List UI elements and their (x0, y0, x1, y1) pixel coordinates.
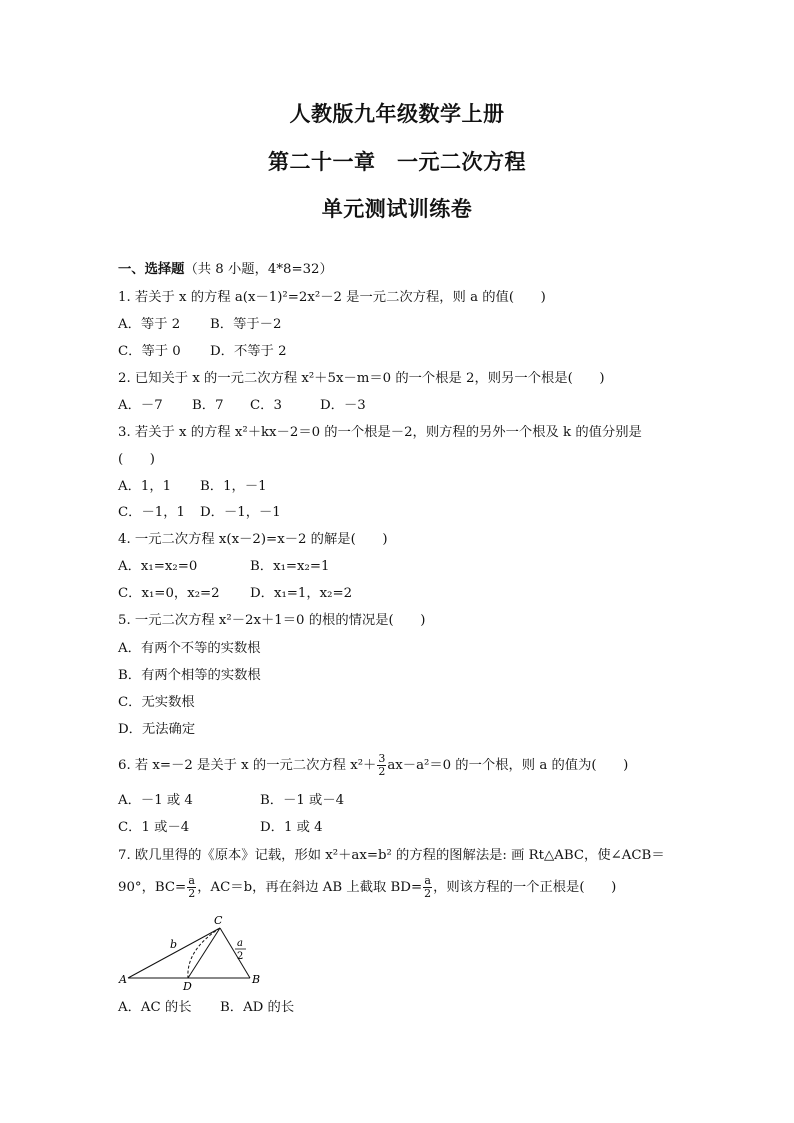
label-frac-a: a (237, 938, 243, 949)
q7-options-ab (118, 1000, 294, 1016)
label-a-point: A (119, 973, 127, 986)
q6-option-c: C．1 或－4 (118, 820, 190, 835)
q4-stem: 4. 一元二次方程 x(x－2)=x－2 的解是( ) (118, 532, 388, 547)
q6-option-d: D．1 或 4 (260, 820, 323, 835)
q7-fraction-bd (423, 875, 432, 900)
label-side-b: b (170, 938, 178, 951)
q3-stem-cont: ( ) (118, 452, 155, 467)
q2-options (118, 398, 366, 414)
q1-option-a: A．等于 2 (118, 317, 181, 332)
q7-frac-num-2: a (424, 874, 431, 887)
segment-cd (188, 928, 220, 978)
q7-frac-den-2: 2 (424, 887, 432, 900)
q5-option-a: A．有两个不等的实数根 (118, 641, 261, 656)
q7-line2-post: ，则该方程的一个正根是( ) (433, 880, 617, 895)
q3-options-cd (118, 505, 281, 521)
q6-option-b: B．－1 或－4 (260, 793, 345, 808)
q7-frac-num: a (188, 874, 195, 887)
q5-option-c: C．无实数根 (118, 695, 195, 710)
q7-fraction-bc (187, 875, 196, 900)
q1-option-b: B．等于－2 (210, 317, 282, 332)
q2-option-b: B．7 (192, 398, 224, 413)
q6-stem-post: ax－a²＝0 的一个根，则 a 的值为( ) (387, 758, 629, 773)
q6-stem (118, 752, 628, 780)
q2-option-d: D．－3 (320, 398, 366, 413)
q5-option-b: B．有两个相等的实数根 (118, 668, 261, 683)
q2-option-c: C．3 (250, 398, 282, 413)
label-c-point: C (214, 914, 223, 927)
q1-options-cd (118, 344, 287, 360)
q4-option-d: D．x₁=1，x₂=2 (250, 586, 353, 601)
q4-option-c: C．x₁=0，x₂=2 (118, 586, 220, 601)
q7-option-a: A．AC 的长 (118, 1000, 192, 1015)
q7-line2-pre: 90°，BC= (118, 880, 187, 895)
q5-option-d: D．无法确定 (118, 722, 196, 737)
q7-stem: 7. 欧几里得的《原本》记载，形如 x²＋ax=b² 的方程的图解法是: 画 Rt△ABC，使∠ACB＝ (118, 848, 665, 863)
label-d-point: D (183, 980, 192, 992)
q6-fraction (377, 753, 386, 778)
q6-options-cd (118, 820, 323, 836)
test-title: 单元测试训练卷 (321, 197, 473, 221)
q5-stem: 5. 一元二次方程 x²－2x＋1＝0 的根的情况是( ) (118, 613, 426, 628)
doc-title: 人教版九年级数学上册 (289, 102, 505, 126)
q2-stem: 2. 已知关于 x 的一元二次方程 x²＋5x－m＝0 的一个根是 2，则另一个根是( ) (118, 371, 605, 386)
q3-option-b: B．1，－1 (200, 479, 267, 494)
q7-stem-line2 (118, 872, 616, 904)
section-label: 一、选择题 (118, 262, 185, 277)
q1-option-c: C．等于 0 (118, 344, 181, 359)
label-b-point: B (252, 973, 261, 986)
q3-option-d: D．－1，－1 (200, 505, 281, 520)
label-frac-2: 2 (237, 951, 244, 962)
q3-options-ab (118, 479, 267, 495)
q1-stem: 1. 若关于 x 的方程 a(x－1)²=2x²－2 是一元二次方程，则 a 的值( ) (118, 290, 546, 305)
side-ac (128, 928, 220, 978)
q4-option-a: A．x₁=x₂=0 (118, 559, 198, 574)
triangle-figure (118, 912, 278, 992)
q6-options-ab (118, 793, 344, 809)
q6-frac-num: 3 (378, 752, 386, 765)
q6-stem-pre: 6. 若 x=－2 是关于 x 的一元二次方程 x²＋ (118, 758, 377, 773)
q7-option-b: B．AD 的长 (220, 1000, 295, 1015)
q4-options-ab (118, 559, 329, 575)
q1-options-ab (118, 317, 281, 333)
q3-option-a: A．1，1 (118, 479, 172, 494)
section-note: （共 8 小题，4*8=32） (184, 262, 333, 277)
q7-line2-mid: ，AC＝b，再在斜边 AB 上截取 BD= (197, 880, 423, 895)
q6-option-a: A．－1 或 4 (118, 793, 193, 808)
q4-option-b: B．x₁=x₂=1 (250, 559, 330, 574)
q3-option-c: C．－1，1 (118, 505, 185, 520)
chapter-title: 第二十一章 一元二次方程 (268, 150, 526, 174)
q6-frac-den: 2 (378, 765, 386, 778)
q3-stem: 3. 若关于 x 的方程 x²＋kx－2＝0 的一个根是－2，则方程的另外一个根及 k 的值分别是 (118, 425, 642, 440)
side-bc (220, 928, 250, 978)
section-heading (118, 262, 333, 278)
q7-frac-den: 2 (188, 887, 196, 900)
q2-option-a: A．－7 (118, 398, 163, 413)
q1-option-d: D．不等于 2 (210, 344, 287, 359)
q4-options-cd (118, 586, 352, 602)
